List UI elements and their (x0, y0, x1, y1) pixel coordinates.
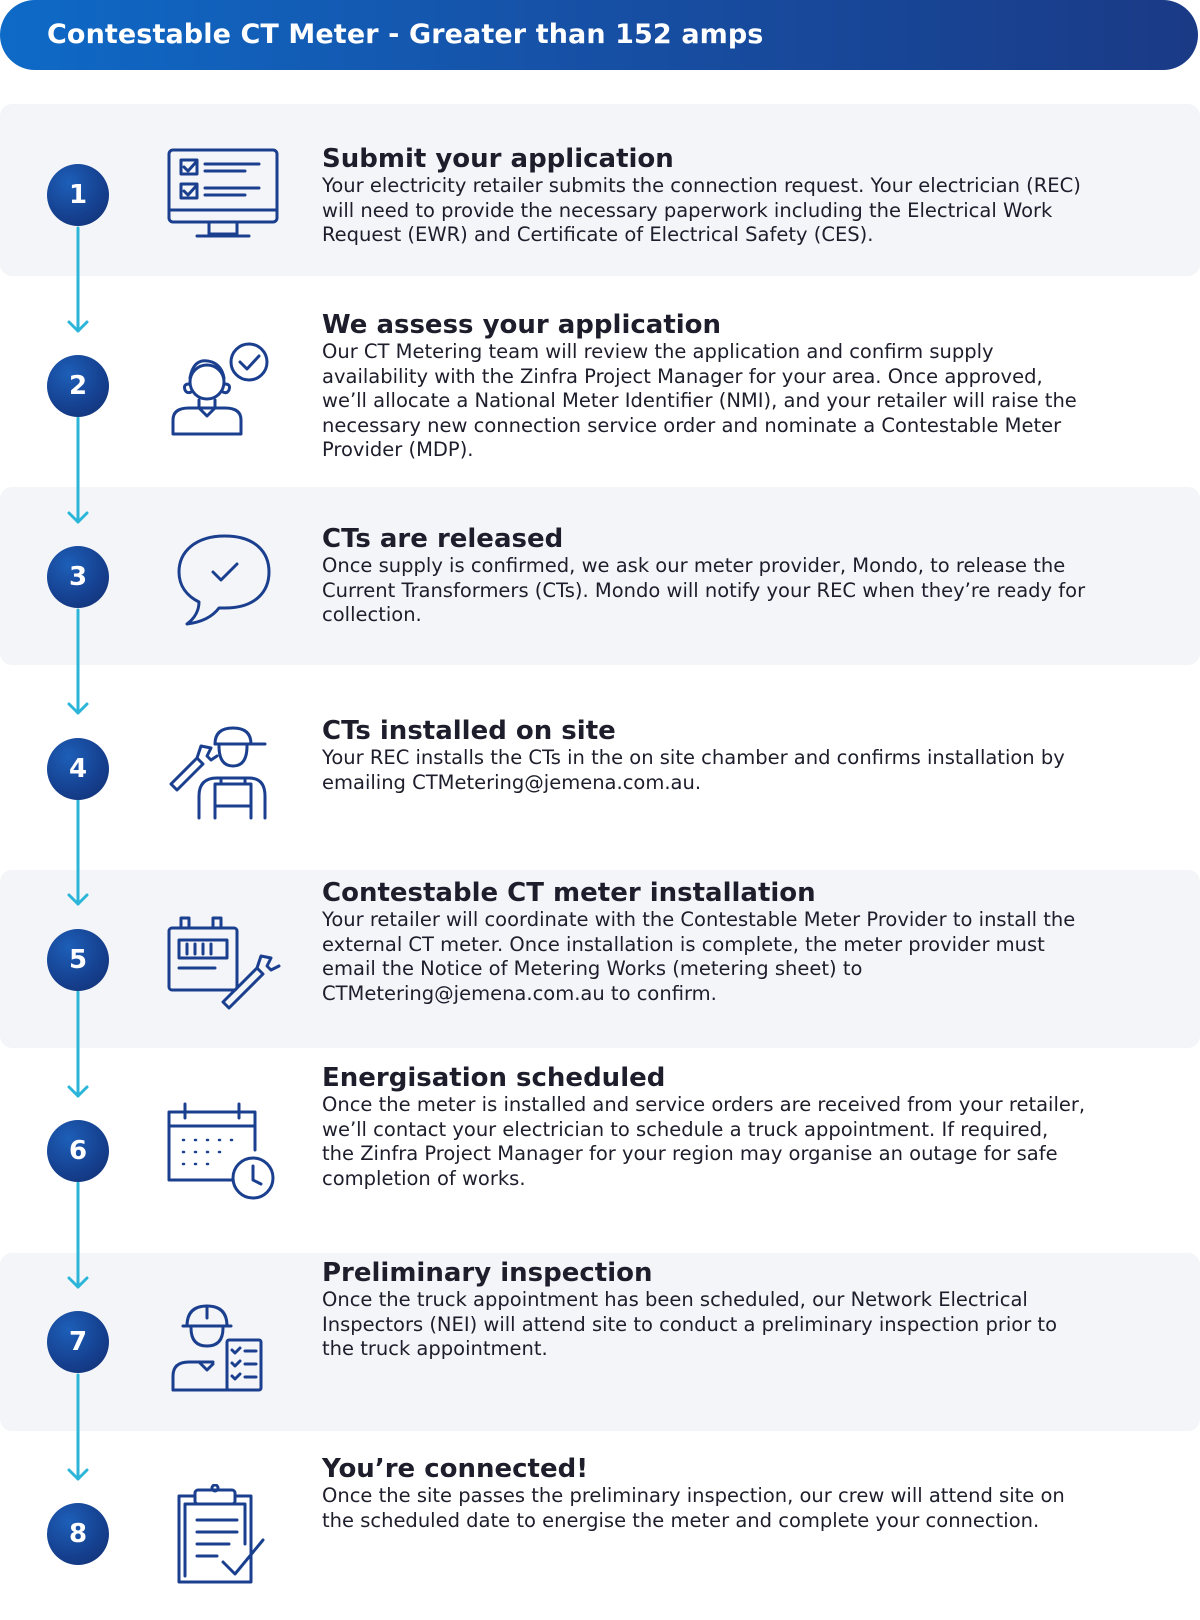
step-text-line: email the Notice of Metering Works (metering sheet) to (322, 957, 863, 981)
step-text-line: the Zinfra Project Manager for your region may organise an outage for safe (322, 1142, 1058, 1166)
step-description-6 (322, 1093, 1172, 1191)
step-text-line: Your REC installs the CTs in the on site chamber and confirms installation by (322, 746, 1065, 769)
step-description-2 (322, 340, 1172, 463)
step-text-line: necessary new connection service order and nominate a Contestable Meter (322, 413, 1062, 437)
step-number-7: 7 (47, 1311, 109, 1373)
step-description-4 (322, 746, 1172, 795)
step-number-8: 8 (47, 1503, 109, 1565)
speech-bubble-check-icon (165, 530, 285, 630)
step-number-2: 2 (47, 355, 109, 417)
step-text-line: Once the meter is installed and service orders are received from your retailer, (322, 1093, 1086, 1116)
step-connector (60, 0, 100, 1620)
step-text-line: Inspectors (NEI) will attend site to conduct a preliminary inspection prior to (322, 1312, 1058, 1336)
step-number-5: 5 (47, 929, 109, 991)
step-title-6: Energisation scheduled (322, 1063, 666, 1093)
computer-checklist-icon (165, 146, 285, 246)
step-text-line: Current Transformers (CTs). Mondo will notify your REC when they’re ready for (322, 578, 1086, 602)
step-text-line: will need to provide the necessary paperwork including the Electrical Work (322, 198, 1053, 222)
step-text-line: completion of works. (322, 1166, 526, 1190)
step-description-1 (322, 174, 1172, 248)
step-number-3: 3 (47, 546, 109, 608)
step-number-6: 6 (47, 1120, 109, 1182)
calendar-clock-icon (165, 1100, 285, 1200)
step-description-5 (322, 908, 1172, 1006)
step-text-line: CTMetering@jemena.com.au to confirm. (322, 981, 717, 1005)
step-text-line: Your retailer will coordinate with the Contestable Meter Provider to install the (322, 908, 1076, 931)
page-header (0, 0, 1198, 70)
clipboard-check-icon (165, 1484, 285, 1584)
meter-wrench-icon (165, 910, 285, 1010)
step-text-line: Provider (MDP). (322, 438, 474, 462)
step-text-line: collection. (322, 603, 422, 627)
step-title-1: Submit your application (322, 144, 674, 174)
step-text-line: the truck appointment. (322, 1337, 548, 1361)
step-text-line: Your electricity retailer submits the connection request. Your electrician (REC) (322, 174, 1081, 197)
step-description-3 (322, 554, 1172, 628)
page-title: Contestable CT Meter - Greater than 152 amps (47, 19, 764, 50)
step-text-line: Once supply is confirmed, we ask our meter provider, Mondo, to release the (322, 554, 1066, 577)
step-title-7: Preliminary inspection (322, 1258, 653, 1288)
step-text-line: we’ll allocate a National Meter Identifier (NMI), and your retailer will raise the (322, 389, 1077, 413)
step-number-4: 4 (47, 738, 109, 800)
step-text-line: external CT meter. Once installation is complete, the meter provider must (322, 932, 1045, 956)
step-title-4: CTs installed on site (322, 716, 616, 746)
worker-wrench-icon (165, 722, 285, 822)
step-text-line: Once the site passes the preliminary inspection, our crew will attend site on (322, 1484, 1065, 1507)
step-title-3: CTs are released (322, 524, 564, 554)
step-text-line: availability with the Zinfra Project Manager for your area. Once approved, (322, 364, 1043, 388)
step-text-line: Once the truck appointment has been scheduled, our Network Electrical (322, 1288, 1028, 1311)
step-title-8: You’re connected! (322, 1454, 589, 1484)
person-check-icon (165, 340, 285, 440)
step-description-7 (322, 1288, 1172, 1362)
step-text-line: we’ll contact your electrician to schedule a truck appointment. If required, (322, 1117, 1049, 1141)
step-text-line: emailing CTMetering@jemena.com.au. (322, 770, 702, 794)
step-text-line: Request (EWR) and Certificate of Electrical Safety (CES). (322, 223, 874, 247)
step-text-line: the scheduled date to energise the meter and complete your connection. (322, 1508, 1040, 1532)
step-title-2: We assess your application (322, 310, 722, 340)
step-text-line: Our CT Metering team will review the application and confirm supply (322, 340, 994, 363)
step-number-1: 1 (47, 164, 109, 226)
step-title-5: Contestable CT meter installation (322, 878, 816, 908)
inspector-checklist-icon (165, 1296, 285, 1396)
step-description-8 (322, 1484, 1172, 1533)
